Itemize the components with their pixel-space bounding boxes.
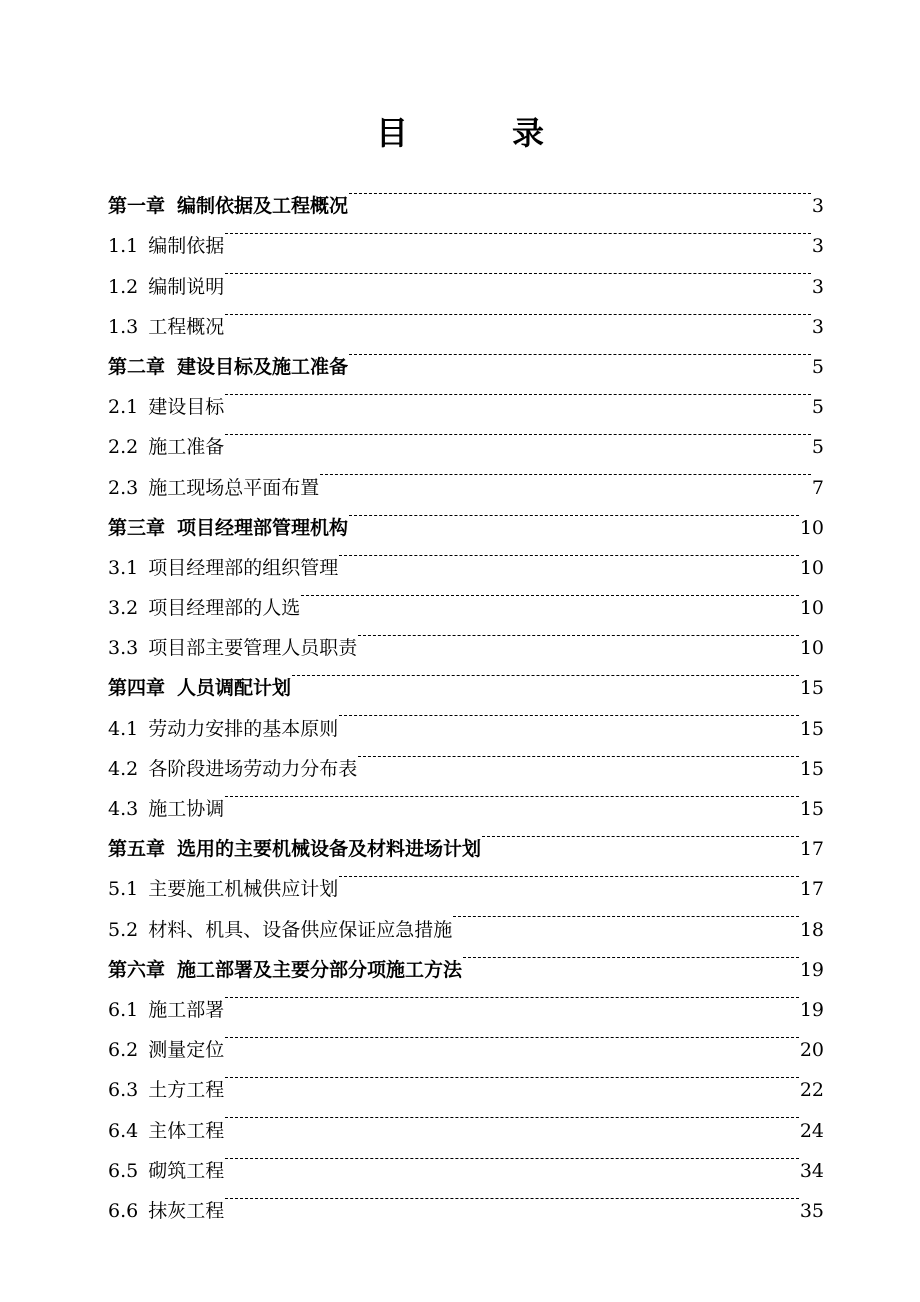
toc-dot-leader: [339, 694, 799, 734]
toc-dot-leader: [225, 775, 799, 815]
toc-entry-title: 主要施工机械供应计划: [148, 878, 339, 901]
toc-entry-number: 6.6: [108, 1199, 139, 1222]
toc-dot-leader: [225, 1177, 799, 1217]
toc-dot-leader: [225, 1016, 799, 1056]
toc-entry-title: 施工部署及主要分部分项施工方法: [177, 958, 463, 981]
toc-entry-title: 施工准备: [148, 436, 225, 459]
toc-page-number: 15: [799, 677, 824, 700]
toc-dot-leader: [339, 855, 799, 895]
toc-entry-title: 项目经理部的人选: [148, 597, 301, 620]
toc-page-number: 3: [811, 275, 824, 298]
toc-entry-title: 材料、机具、设备供应保证应急措施: [148, 918, 453, 941]
toc-page-number: 18: [799, 918, 824, 941]
toc-page-number: 3: [811, 235, 824, 258]
toc-page-number: 5: [811, 436, 824, 459]
toc-dot-leader: [301, 574, 799, 614]
toc-entry-number: 6.1: [108, 998, 139, 1021]
toc-page-number: 17: [799, 878, 824, 901]
toc-page-number: 10: [799, 637, 824, 660]
toc-dot-leader: [225, 1137, 799, 1177]
toc-dot-leader: [320, 453, 811, 493]
toc-page-number: 10: [799, 516, 824, 539]
toc-entry-number: 1.3: [108, 315, 139, 338]
toc-dot-leader: [225, 252, 811, 292]
toc-entry-title: 施工协调: [148, 798, 225, 820]
toc-page-number: 17: [799, 838, 824, 861]
toc-dot-leader: [292, 654, 799, 694]
toc-entry-title: 砌筑工程: [148, 1159, 225, 1182]
toc-entry-number: 第二章: [108, 355, 166, 378]
toc-page-number: 5: [811, 396, 824, 419]
toc-entry-title: 测量定位: [148, 1039, 225, 1062]
toc-page-number: 19: [799, 958, 824, 981]
toc-entry-number: 4.2: [108, 757, 139, 780]
toc-page-number: 3: [811, 195, 824, 218]
toc-dot-leader: [225, 1096, 799, 1136]
toc-entry-title: 主体工程: [148, 1119, 225, 1142]
toc-entry-number: 第六章: [108, 958, 166, 981]
toc-entry-title: 项目经理部管理机构: [177, 516, 349, 539]
toc-page-number: 3: [811, 315, 824, 338]
table-of-contents: [108, 172, 824, 1222]
toc-dot-leader: [225, 1056, 799, 1096]
toc-dot-leader: [349, 172, 811, 212]
toc-entry-number: 5.1: [108, 878, 139, 901]
toc-dot-leader: [225, 976, 799, 1016]
toc-dot-leader: [225, 373, 811, 413]
toc-dot-leader: [225, 212, 811, 252]
toc-page-number: 10: [799, 597, 824, 620]
toc-entry-number: 第四章: [108, 677, 166, 700]
toc-dot-leader: [339, 534, 799, 574]
toc-entry-title: 施工现场总平面布置: [148, 476, 320, 499]
toc-entry-number: 2.2: [108, 436, 139, 459]
toc-dot-leader: [225, 413, 811, 453]
toc-entry-title: 工程概况: [148, 315, 225, 338]
toc-entry-number: 6.2: [108, 1039, 139, 1062]
toc-page-number: 24: [799, 1119, 824, 1142]
toc-entry-title: 劳动力安排的基本原则: [148, 717, 339, 740]
toc-entry-title: 人员调配计划: [177, 677, 292, 700]
toc-dot-leader: [349, 494, 799, 534]
toc-entry-title: 选用的主要机械设备及材料进场计划: [177, 838, 482, 861]
toc-dot-leader: [349, 333, 811, 373]
toc-entry-title: 建设目标及施工准备: [177, 355, 349, 378]
toc-page-number: 10: [799, 556, 824, 579]
toc-page-number: 35: [799, 1199, 824, 1222]
toc-chapter-entry: [108, 172, 824, 218]
toc-page-number: 20: [799, 1039, 824, 1062]
toc-entry-number: 6.3: [108, 1079, 139, 1102]
toc-dot-leader: [463, 936, 799, 976]
toc-page-number: 22: [799, 1079, 824, 1102]
toc-page-number: 15: [799, 757, 824, 780]
toc-entry-number: 2.1: [108, 396, 139, 419]
toc-page-number: 5: [811, 355, 824, 378]
toc-entry-number: 1.1: [108, 235, 139, 258]
toc-entry-number: 5.2: [108, 918, 139, 941]
toc-entry-title: 各阶段进场劳动力分布表: [148, 757, 358, 780]
toc-entry-number: 3.2: [108, 597, 139, 620]
toc-dot-leader: [358, 735, 799, 775]
toc-entry-title: 项目经理部的组织管理: [148, 556, 339, 579]
toc-entry-number: 3.1: [108, 556, 139, 579]
toc-page-number: 7: [811, 476, 824, 499]
toc-entry-number: 4.3: [108, 798, 139, 820]
toc-page-number: 34: [799, 1159, 824, 1182]
toc-entry-number: 1.2: [108, 275, 139, 298]
toc-entry-title: 编制依据及工程概况: [177, 195, 349, 218]
toc-entry-number: 6.4: [108, 1119, 139, 1142]
toc-entry-title: 抹灰工程: [148, 1199, 225, 1222]
toc-entry-title: 编制依据: [148, 235, 225, 258]
toc-entry-title: 施工部署: [148, 998, 225, 1021]
toc-dot-leader: [453, 895, 799, 935]
toc-entry-number: 3.3: [108, 637, 139, 660]
toc-entry-title: 编制说明: [148, 275, 225, 298]
toc-entry-title: 土方工程: [148, 1079, 225, 1102]
toc-entry-title: 建设目标: [148, 396, 225, 419]
toc-dot-leader: [225, 293, 811, 333]
toc-entry-number: 6.5: [108, 1159, 139, 1182]
toc-entry-number: 2.3: [108, 476, 139, 499]
toc-page-number: 19: [799, 998, 824, 1021]
page-title: 目 录: [375, 114, 580, 152]
toc-dot-leader: [358, 614, 799, 654]
toc-entry-number: 第三章: [108, 516, 166, 539]
toc-page-number: 15: [799, 717, 824, 740]
toc-entry-title: 项目部主要管理人员职责: [148, 637, 358, 660]
toc-entry-number: 第五章: [108, 838, 166, 861]
toc-entry-number: 4.1: [108, 717, 139, 740]
toc-page-number: 15: [799, 798, 824, 820]
toc-entry-number: 第一章: [108, 195, 166, 218]
toc-dot-leader: [482, 815, 799, 855]
